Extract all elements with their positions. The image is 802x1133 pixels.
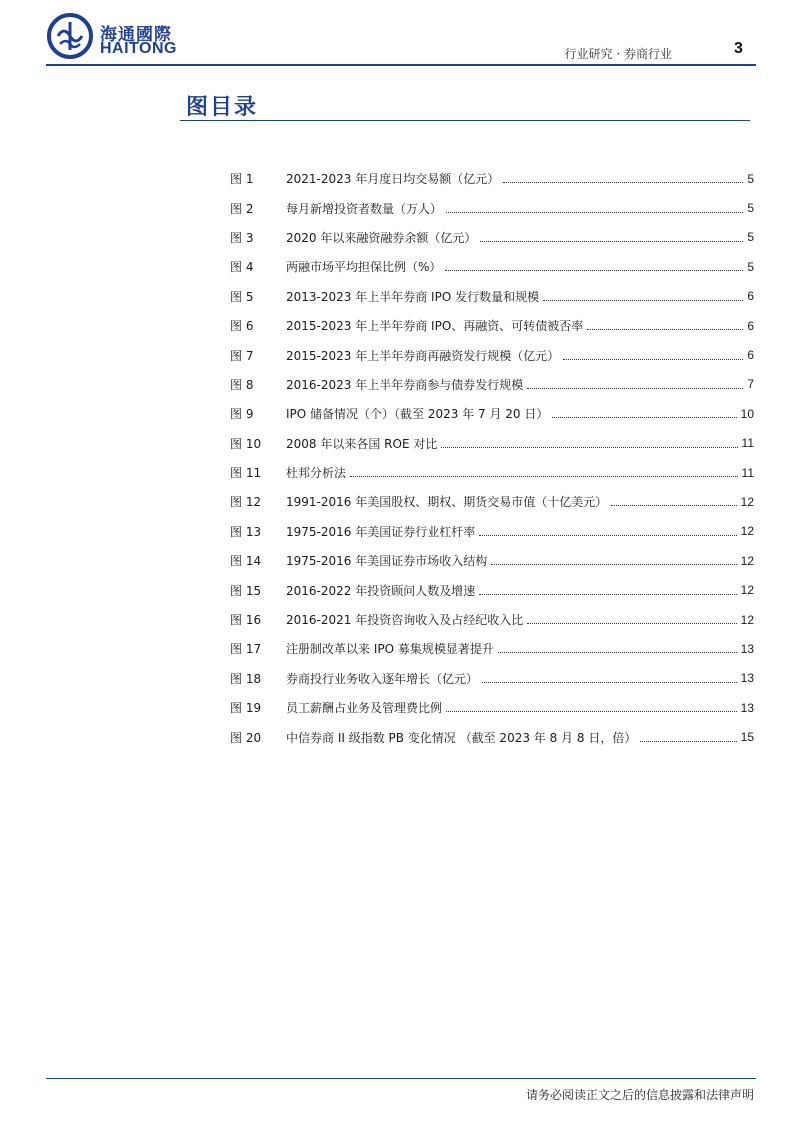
toc-entry-title: 券商投行业务收入逐年增长（亿元） xyxy=(286,671,479,686)
toc-dot-leader xyxy=(498,652,737,653)
toc-dot-leader xyxy=(640,741,736,742)
toc-dot-leader xyxy=(563,359,743,360)
toc-entry[interactable] xyxy=(230,311,754,340)
toc-entry-label: 图 9 xyxy=(230,407,254,422)
toc-entry-title: 中信券商 II 级指数 PB 变化情况 （截至 2023 年 8 月 8 日，倍） xyxy=(286,730,637,745)
toc-dot-leader xyxy=(445,270,743,271)
toc-entry-page: 15 xyxy=(740,730,754,745)
toc-entry-page: 13 xyxy=(740,671,754,686)
toc-entry[interactable] xyxy=(230,575,754,604)
toc-entry[interactable] xyxy=(230,693,754,722)
toc-entry-page: 12 xyxy=(740,553,754,568)
toc-entry-title: 2016-2022 年投资顾问人数及增速 xyxy=(286,583,476,598)
toc-dot-leader xyxy=(479,535,736,536)
toc-entry[interactable] xyxy=(230,399,754,428)
logo-chinese-name: 海通國際 xyxy=(100,25,172,45)
toc-entry-label: 图 10 xyxy=(230,436,262,451)
toc-entry-page: 6 xyxy=(747,289,754,304)
toc-entry[interactable] xyxy=(230,252,754,281)
toc-entry-label: 图 18 xyxy=(230,671,262,686)
toc-entry-label: 图 8 xyxy=(230,377,254,392)
toc-entry-title: 2016-2023 年上半年券商参与债券发行规模 xyxy=(286,377,524,392)
page-number: 3 xyxy=(734,40,743,57)
toc-entry-label: 图 6 xyxy=(230,319,254,334)
toc-entry-label: 图 16 xyxy=(230,613,262,628)
toc-entry-page: 5 xyxy=(747,171,754,186)
toc-entry-label: 图 12 xyxy=(230,495,262,510)
toc-entry-label: 图 15 xyxy=(230,583,262,598)
toc-dot-leader xyxy=(482,682,737,683)
toc-dot-leader xyxy=(491,564,736,565)
toc-dot-leader xyxy=(527,623,736,624)
header-divider xyxy=(46,64,756,66)
toc-entry[interactable] xyxy=(230,722,754,751)
toc-entry-title: 1975-2016 年美国证券市场收入结构 xyxy=(286,554,488,569)
toc-entry-page: 6 xyxy=(747,348,754,363)
toc-entry[interactable] xyxy=(230,193,754,222)
toc-entry-label: 图 7 xyxy=(230,348,254,363)
toc-entry[interactable] xyxy=(230,282,754,311)
toc-entry[interactable] xyxy=(230,517,754,546)
toc-entry[interactable] xyxy=(230,340,754,369)
toc-entry-title: 2015-2023 年上半年券商再融资发行规模（亿元） xyxy=(286,348,560,363)
toc-entry-title: 注册制改革以来 IPO 募集规模显著提升 xyxy=(286,642,494,657)
toc-entry-label: 图 14 xyxy=(230,554,262,569)
toc-entry[interactable] xyxy=(230,429,754,458)
toc-entry-label: 图 19 xyxy=(230,701,262,716)
toc-entry-page: 11 xyxy=(741,436,754,451)
toc-entry-title: 2008 年以来各国 ROE 对比 xyxy=(286,436,438,451)
toc-entry-title: 每月新增投资者数量（万人） xyxy=(286,201,443,216)
toc-dot-leader xyxy=(350,476,738,477)
toc-entry[interactable] xyxy=(230,458,754,487)
toc-entry-page: 13 xyxy=(740,700,754,715)
footer-divider xyxy=(46,1078,756,1079)
toc-entry-page: 12 xyxy=(740,524,754,539)
toc-dot-leader xyxy=(587,329,743,330)
toc-entry[interactable] xyxy=(230,605,754,634)
toc-entry-label: 图 2 xyxy=(230,201,254,216)
toc-entry-title: 2015-2023 年上半年券商 IPO、再融资、可转债被否率 xyxy=(286,319,584,334)
toc-entry-title: 员工薪酬占业务及管理费比例 xyxy=(286,701,443,716)
toc-entry-page: 12 xyxy=(740,612,754,627)
toc-entry-label: 图 1 xyxy=(230,172,254,187)
toc-entry-title: 1975-2016 年美国证券行业杠杆率 xyxy=(286,524,476,539)
toc-dot-leader xyxy=(552,417,736,418)
toc-entry-page: 10 xyxy=(740,406,754,421)
toc-entry[interactable] xyxy=(230,487,754,516)
toc-dot-leader xyxy=(441,447,737,448)
toc-dot-leader xyxy=(479,594,736,595)
toc-entry-title: 1991-2016 年美国股权、期权、期货交易市值（十亿美元） xyxy=(286,495,608,510)
header-section-label: 行业研究 · 券商行业 xyxy=(564,47,672,61)
toc-entry-label: 图 11 xyxy=(230,466,262,481)
title-divider xyxy=(180,120,750,121)
toc-entry-title: 杜邦分析法 xyxy=(286,466,347,481)
toc-entry-page: 12 xyxy=(740,494,754,509)
toc-entry-page: 6 xyxy=(747,318,754,333)
toc-entry-label: 图 5 xyxy=(230,289,254,304)
haitong-logo-icon xyxy=(46,12,94,60)
company-logo xyxy=(46,12,206,60)
toc-entry[interactable] xyxy=(230,370,754,399)
toc-title: 图目录 xyxy=(186,95,259,120)
toc-entry[interactable] xyxy=(230,223,754,252)
toc-dot-leader xyxy=(446,711,737,712)
toc-entry[interactable] xyxy=(230,546,754,575)
toc-entry[interactable] xyxy=(230,634,754,663)
toc-entry-label: 图 17 xyxy=(230,642,262,657)
toc-dot-leader xyxy=(543,300,743,301)
toc-entry-page: 5 xyxy=(747,230,754,245)
toc-dot-leader xyxy=(611,505,736,506)
toc-entry-title: IPO 储备情况（个）（截至 2023 年 7 月 20 日） xyxy=(286,407,549,422)
toc-entry-title: 2016-2021 年投资咨询收入及占经纪收入比 xyxy=(286,613,524,628)
toc-list xyxy=(230,164,754,752)
toc-entry-page: 12 xyxy=(740,583,754,598)
toc-entry-label: 图 13 xyxy=(230,524,262,539)
toc-entry-title: 两融市场平均担保比例（%） xyxy=(286,260,442,275)
toc-entry-page: 5 xyxy=(747,201,754,216)
toc-entry-label: 图 20 xyxy=(230,730,262,745)
toc-entry-page: 11 xyxy=(741,465,754,480)
toc-dot-leader xyxy=(503,182,743,183)
toc-entry-page: 13 xyxy=(740,641,754,656)
toc-entry-title: 2020 年以来融资融券余额（亿元） xyxy=(286,230,477,245)
toc-entry-page: 5 xyxy=(747,259,754,274)
toc-dot-leader xyxy=(527,388,743,389)
toc-dot-leader xyxy=(446,212,743,213)
toc-entry[interactable] xyxy=(230,164,754,193)
toc-entry-title: 2013-2023 年上半年券商 IPO 发行数量和规模 xyxy=(286,289,540,304)
footer-disclaimer: 请务必阅读正文之后的信息披露和法律声明 xyxy=(525,1088,754,1102)
logo-english-name: HAITONG xyxy=(100,40,177,57)
toc-entry-label: 图 4 xyxy=(230,260,254,275)
toc-entry-page: 7 xyxy=(747,377,754,392)
toc-entry-label: 图 3 xyxy=(230,230,254,245)
toc-dot-leader xyxy=(480,241,743,242)
toc-entry[interactable] xyxy=(230,664,754,693)
toc-entry-title: 2021-2023 年月度日均交易额（亿元） xyxy=(286,172,500,187)
